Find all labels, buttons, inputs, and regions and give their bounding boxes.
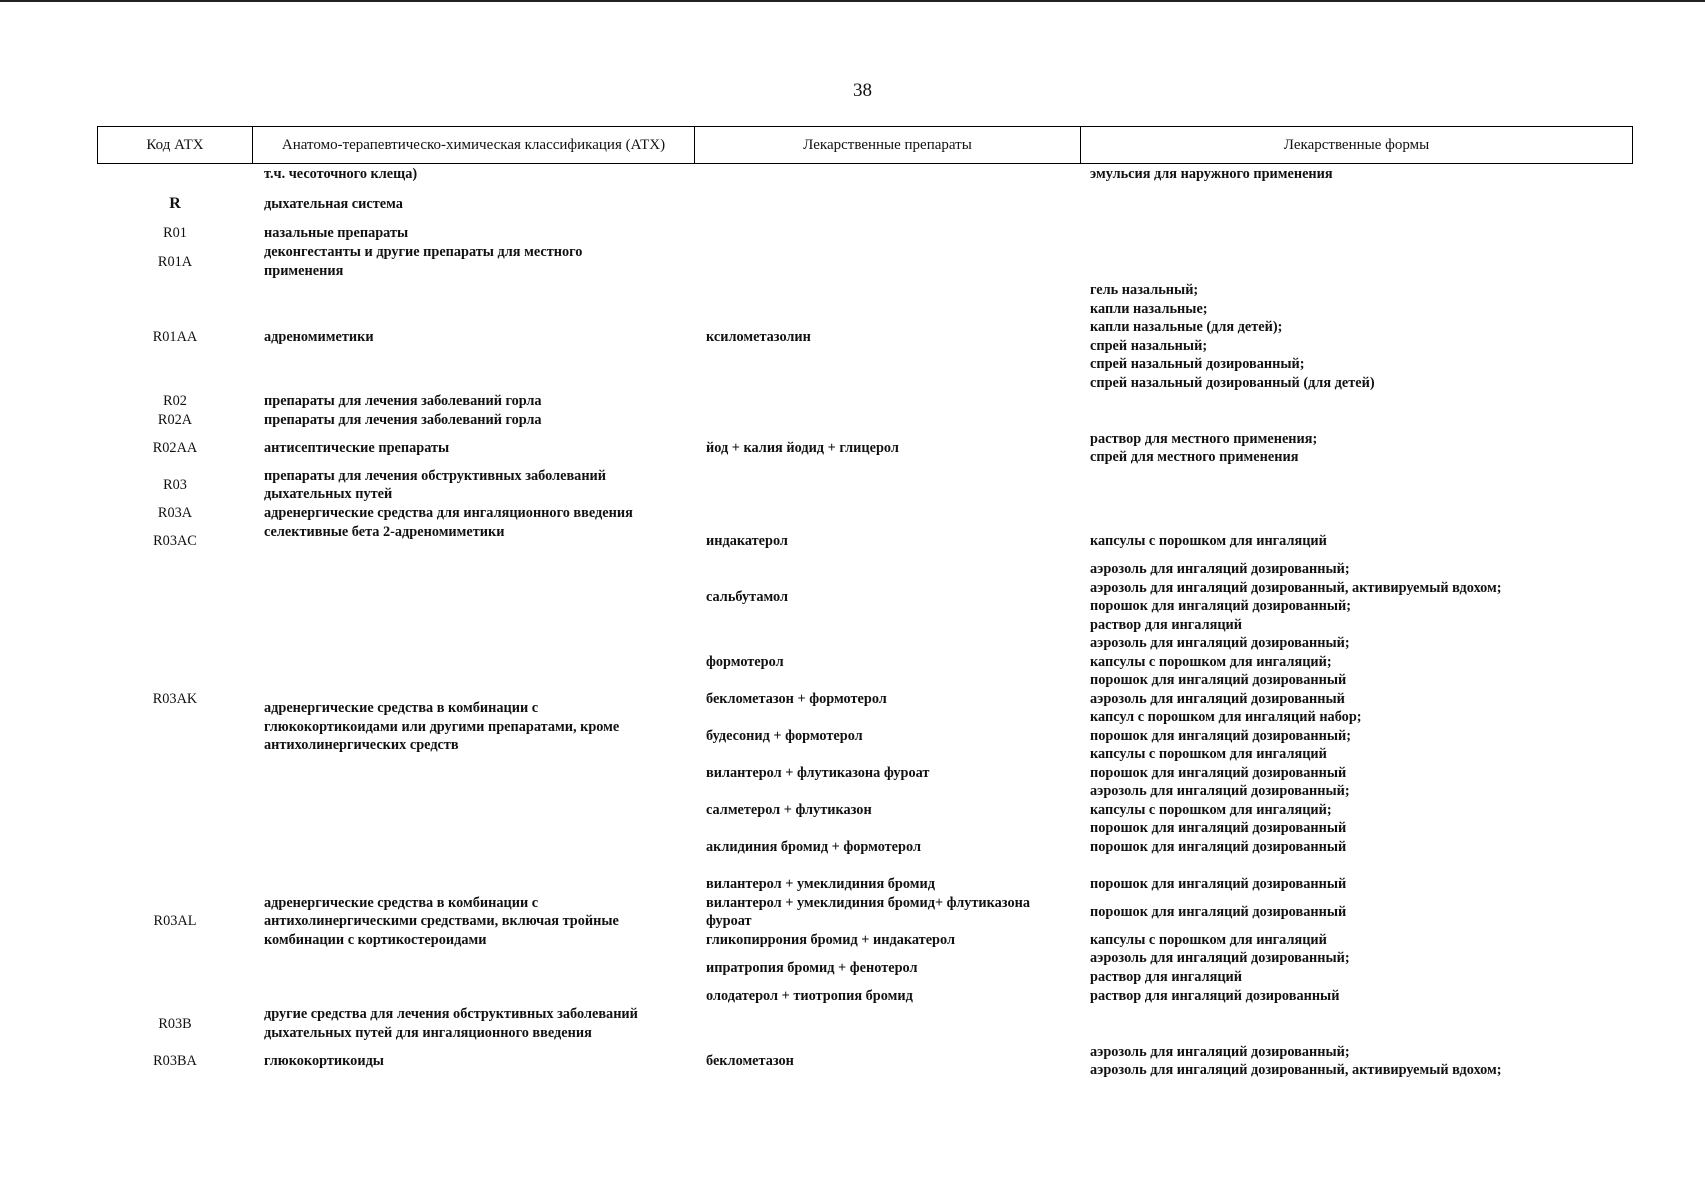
classification-text: комбинации с кортикостероидами [264, 932, 487, 948]
form-text: порошок для ингаляций дозированный; [1090, 598, 1351, 614]
atc-code: R03BA [153, 1053, 197, 1069]
form-text: спрей назальный; [1090, 338, 1208, 354]
table-header [97, 126, 1633, 164]
classification-text: антихолинергическими средствами, включая тройные [264, 913, 619, 929]
form-text: аэрозоль для ингаляций дозированный, активируемый вдохом; [1090, 580, 1502, 596]
form-text: капсулы с порошком для ингаляций [1090, 533, 1327, 549]
form-text: порошок для ингаляций дозированный [1090, 839, 1347, 855]
header-forms: Лекарственные формы [1283, 136, 1430, 153]
header-code: Код АТХ [98, 127, 253, 163]
drug-text: будесонид + формотерол [706, 728, 863, 744]
form-text: спрей для местного применения [1090, 449, 1299, 465]
drug-text: ксилометазолин [706, 329, 811, 345]
form-text: эмульсия для наружного применения [1090, 166, 1333, 182]
classification-text: адренергические средства для ингаляционного введения [264, 505, 633, 521]
form-text: спрей назальный дозированный; [1090, 356, 1305, 372]
drug-text: беклометазон [706, 1053, 794, 1069]
classification-text: деконгестанты и другие препараты для местного [264, 244, 583, 260]
form-text: капсулы с порошком для ингаляций; [1090, 654, 1332, 670]
drug-text: индакатерол [706, 533, 788, 549]
atc-code: R02A [157, 412, 193, 428]
form-text: раствор для ингаляций [1090, 617, 1243, 633]
form-text: аэрозоль для ингаляций дозированный [1090, 691, 1345, 707]
classification-text: препараты для лечения обструктивных заболеваний [264, 468, 607, 484]
atc-code: R03AK [152, 691, 198, 707]
form-text: порошок для ингаляций дозированный [1090, 876, 1347, 892]
atc-code: R03B [158, 1016, 192, 1032]
drug-text: вилантерол + умеклидиния бромид [706, 876, 935, 892]
header-drugs: Лекарственные препараты [695, 127, 1081, 163]
form-text: капли назальные (для детей); [1090, 319, 1283, 335]
classification-text: адренергические средства в комбинации с [264, 895, 539, 911]
top-border-line [0, 0, 1705, 2]
drug-text: йод + калия йодид + глицерол [706, 440, 899, 456]
form-text: порошок для ингаляций дозированный [1090, 672, 1347, 688]
form-text: спрей назальный дозированный (для детей) [1090, 375, 1375, 391]
drug-text: беклометазон + формотерол [706, 691, 887, 707]
form-text: раствор для ингаляций [1090, 969, 1243, 985]
classification-text: другие средства для лечения обструктивных заболеваний [264, 1006, 638, 1022]
drug-text: салметерол + флутиказон [706, 802, 872, 818]
classification-text: дыхательных путей для ингаляционного введения [264, 1025, 592, 1041]
form-text: порошок для ингаляций дозированный [1090, 765, 1347, 781]
form-text: аэрозоль для ингаляций дозированный; [1090, 783, 1350, 799]
drug-text: вилантерол + флутиказона фуроат [706, 765, 930, 781]
classification-text: антисептические препараты [264, 440, 450, 456]
form-text: аэрозоль для ингаляций дозированный; [1090, 950, 1350, 966]
drug-text: фуроат [706, 913, 752, 929]
atc-code: R02 [163, 393, 187, 409]
atc-code: R01AA [152, 329, 198, 345]
form-text: капли назальные; [1090, 301, 1208, 317]
drug-text: гликопиррония бромид + индакатерол [706, 932, 955, 948]
atc-code: R02AA [152, 440, 198, 456]
atc-code: R01 [163, 225, 187, 241]
classification-text: препараты для лечения заболеваний горла [264, 393, 542, 409]
classification-text: адренергические средства в комбинации с [264, 700, 539, 716]
atc-code: R01A [157, 254, 193, 270]
classification-text: т.ч. чесоточного клеща) [264, 166, 418, 182]
drug-text: ипратропия бромид + фенотерол [706, 960, 918, 976]
atc-code: R03A [157, 505, 193, 521]
atc-code: R03 [163, 477, 187, 493]
drug-text: вилантерол + умеклидиния бромид+ флутиказона [706, 895, 1030, 911]
form-text: раствор для местного применения; [1090, 431, 1318, 447]
classification-text: препараты для лечения заболеваний горла [264, 412, 542, 428]
classification-text: глюкокортикоиды [264, 1053, 384, 1069]
header-classification: Анатомо-терапевтическо-химическая классификация (АТХ) [253, 127, 695, 163]
form-text: аэрозоль для ингаляций дозированный; [1090, 1044, 1350, 1060]
classification-text: назальные препараты [264, 225, 409, 241]
classification-text: глюкокортикоидами или другими препаратами, кроме [264, 719, 620, 735]
classification-text: селективные бета 2-адреномиметики [264, 524, 505, 540]
form-text: порошок для ингаляций дозированный [1090, 904, 1347, 920]
classification-text: применения [264, 263, 344, 279]
atc-code: R [169, 195, 181, 212]
form-text: капсул с порошком для ингаляций набор; [1090, 709, 1362, 725]
drug-text: олодатерол + тиотропия бромид [706, 988, 913, 1004]
drug-text: сальбутамол [706, 589, 789, 605]
form-text: порошок для ингаляций дозированный; [1090, 728, 1351, 744]
form-text: раствор для ингаляций дозированный [1090, 988, 1340, 1004]
drug-text: аклидиния бромид + формотерол [706, 839, 921, 855]
form-text: порошок для ингаляций дозированный [1090, 820, 1347, 836]
classification-text: дыхательная система [264, 196, 403, 212]
form-text: аэрозоль для ингаляций дозированный, активируемый вдохом; [1090, 1062, 1502, 1078]
form-text: аэрозоль для ингаляций дозированный; [1090, 561, 1350, 577]
atc-code: R03AC [153, 533, 197, 549]
form-text: капсулы с порошком для ингаляций; [1090, 802, 1332, 818]
atc-code: R03AL [153, 913, 197, 929]
classification-text: адреномиметики [264, 329, 374, 345]
drug-text: формотерол [706, 654, 784, 670]
form-text: гель назальный; [1090, 282, 1199, 298]
classification-text: дыхательных путей [264, 486, 393, 502]
page-number: 38 [853, 80, 872, 101]
form-text: капсулы с порошком для ингаляций [1090, 932, 1327, 948]
form-text: капсулы с порошком для ингаляций [1090, 746, 1327, 762]
classification-text: антихолинергических средств [264, 737, 459, 753]
form-text: аэрозоль для ингаляций дозированный; [1090, 635, 1350, 651]
